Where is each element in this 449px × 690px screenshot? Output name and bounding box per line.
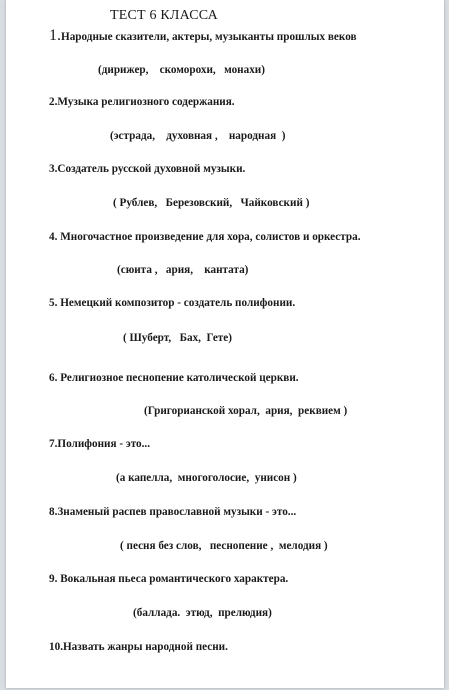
question-9-options: (баллада. этюд, прелюдия) (133, 607, 272, 619)
question-8-options: ( песня без слов, песнопение , мелодия ) (120, 540, 328, 552)
question-3-text: 3.Создатель русской духовной музыки. (49, 163, 246, 175)
question-7-options: (а капелла, многоголосие, унисон ) (116, 472, 297, 484)
question-1-number: 1. (49, 27, 61, 44)
question-8-text: 8.Знаменый распев православной музыки - это... (49, 506, 297, 518)
question-4-text: 4. Многочастное произведение для хора, солистов и оркестра. (49, 231, 361, 243)
question-2-options: (эстрада, духовная , народная ) (110, 130, 286, 142)
question-7-text: 7.Полифония - это... (49, 438, 151, 450)
question-4-options: (сюита , ария, кантата) (117, 264, 249, 276)
page-title: ТЕСТ 6 КЛАССА (110, 8, 218, 23)
question-10-text: 10.Назвать жанры народной песни. (49, 641, 228, 653)
question-9-text: 9. Вокальная пьеса романтического характера. (49, 573, 289, 585)
question-1-options: (дирижер, скоморохи, монахи) (98, 64, 265, 76)
question-5-options: ( Шуберт, Бах, Гете) (123, 332, 232, 344)
question-2-text: 2.Музыка религиозного содержания. (49, 96, 235, 108)
question-1 (49, 27, 357, 45)
question-6-options: (Григорианской хорал, ария, реквием ) (144, 405, 348, 417)
question-3-options: ( Рублев, Березовский, Чайковский ) (113, 197, 310, 209)
question-5-text: 5. Немецкий композитор - создатель полифонии. (49, 297, 296, 309)
question-1-text: Народные сказители, актеры, музыканты прошлых веков (61, 31, 357, 43)
question-6-text: 6. Религиозное песнопение католической церкви. (49, 372, 299, 384)
test-sheet (6, 0, 444, 688)
